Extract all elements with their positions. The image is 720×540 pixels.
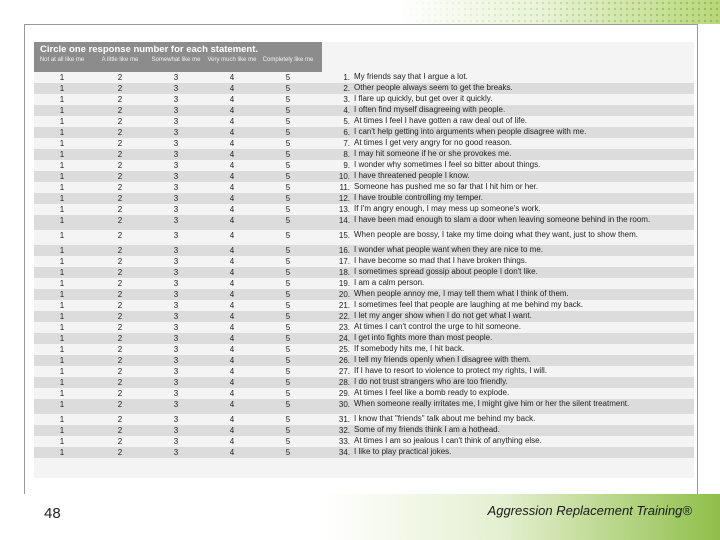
response-option[interactable]: 3 — [173, 139, 179, 148]
response-option[interactable]: 3 — [173, 426, 179, 435]
response-option[interactable]: 5 — [285, 95, 291, 104]
statement-row — [34, 215, 694, 230]
response-option[interactable]: 2 — [117, 216, 123, 225]
response-option[interactable]: 2 — [117, 73, 123, 82]
response-option[interactable]: 2 — [117, 139, 123, 148]
statement-number: 14. — [338, 216, 350, 225]
statement-row — [34, 311, 694, 322]
response-option[interactable]: 4 — [229, 301, 235, 310]
response-option[interactable]: 3 — [173, 205, 179, 214]
response-option[interactable]: 5 — [285, 172, 291, 181]
response-option[interactable]: 1 — [59, 448, 65, 457]
response-option[interactable]: 2 — [117, 400, 123, 409]
response-option[interactable]: 4 — [229, 161, 235, 170]
statement-text: When people annoy me, I may tell them what I think of them. — [354, 289, 569, 298]
response-option[interactable]: 2 — [117, 323, 123, 332]
response-option[interactable]: 2 — [117, 150, 123, 159]
response-option[interactable]: 1 — [59, 216, 65, 225]
response-option[interactable]: 2 — [117, 106, 123, 115]
response-option[interactable]: 2 — [117, 183, 123, 192]
response-option[interactable]: 1 — [59, 426, 65, 435]
header-band — [34, 42, 322, 72]
response-option[interactable]: 5 — [285, 246, 291, 255]
response-option[interactable]: 1 — [59, 356, 65, 365]
response-option[interactable]: 2 — [117, 172, 123, 181]
response-option[interactable]: 5 — [285, 257, 291, 266]
response-option[interactable]: 3 — [173, 73, 179, 82]
response-option[interactable]: 1 — [59, 334, 65, 343]
response-option[interactable]: 3 — [173, 367, 179, 376]
response-option[interactable]: 2 — [117, 231, 123, 240]
statement-text: I tell my friends openly when I disagree with them. — [354, 355, 531, 364]
statement-text: I let my anger show when I do not get what I want. — [354, 311, 532, 320]
statement-row — [34, 193, 694, 204]
response-option[interactable]: 5 — [285, 389, 291, 398]
statement-row — [34, 289, 694, 300]
statement-number: 10. — [338, 172, 350, 181]
statement-row — [34, 300, 694, 311]
statement-text: I am a calm person. — [354, 278, 425, 287]
response-option[interactable]: 1 — [59, 172, 65, 181]
response-option[interactable]: 4 — [229, 106, 235, 115]
response-option[interactable]: 3 — [173, 345, 179, 354]
response-option[interactable]: 4 — [229, 268, 235, 277]
top-dot-pattern — [0, 0, 720, 24]
statement-number: 29. — [338, 389, 350, 398]
response-option[interactable]: 5 — [285, 400, 291, 409]
response-option[interactable]: 5 — [285, 345, 291, 354]
response-option[interactable]: 4 — [229, 437, 235, 446]
response-option[interactable]: 5 — [285, 205, 291, 214]
statement-number: 20. — [338, 290, 350, 299]
statement-text: I know that "friends" talk about me behind my back. — [354, 414, 536, 423]
response-option[interactable]: 1 — [59, 95, 65, 104]
statement-text: I get into fights more than most people. — [354, 333, 493, 342]
statement-row — [34, 72, 694, 83]
statement-row — [34, 116, 694, 127]
response-option[interactable]: 3 — [173, 257, 179, 266]
statement-row — [34, 182, 694, 193]
response-option[interactable]: 2 — [117, 246, 123, 255]
response-option[interactable]: 5 — [285, 139, 291, 148]
response-option[interactable]: 5 — [285, 334, 291, 343]
statement-number: 15. — [338, 231, 350, 240]
response-option[interactable]: 5 — [285, 448, 291, 457]
response-option[interactable]: 4 — [229, 117, 235, 126]
statement-text: I wonder what people want when they are nice to me. — [354, 245, 543, 254]
response-option[interactable]: 1 — [59, 437, 65, 446]
statement-text: I often find myself disagreeing with people. — [354, 105, 506, 114]
response-option[interactable]: 2 — [117, 345, 123, 354]
statement-row — [34, 230, 694, 245]
response-option[interactable]: 2 — [117, 334, 123, 343]
response-option[interactable]: 3 — [173, 334, 179, 343]
statement-row — [34, 425, 694, 436]
statement-row — [34, 355, 694, 366]
column-header-a-little: A little like me — [101, 57, 139, 63]
statement-number: 2. — [343, 84, 350, 93]
statement-text: When someone really irritates me, I might give him or her the silent treatment. — [354, 399, 630, 408]
response-option[interactable]: 3 — [173, 415, 179, 424]
response-option[interactable]: 3 — [173, 246, 179, 255]
statement-number: 26. — [338, 356, 350, 365]
response-option[interactable]: 1 — [59, 231, 65, 240]
statement-text: At times I can't control the urge to hit someone. — [354, 322, 521, 331]
response-option[interactable]: 1 — [59, 279, 65, 288]
statement-text: I have threatened people I know. — [354, 171, 470, 180]
response-option[interactable]: 4 — [229, 378, 235, 387]
column-header-somewhat: Somewhat like me — [151, 57, 201, 63]
response-option[interactable]: 5 — [285, 106, 291, 115]
statement-row — [34, 333, 694, 344]
response-option[interactable]: 1 — [59, 194, 65, 203]
response-option[interactable]: 2 — [117, 367, 123, 376]
statement-text: I sometimes spread gossip about people I don't like. — [354, 267, 538, 276]
response-option[interactable]: 5 — [285, 84, 291, 93]
statement-number: 18. — [338, 268, 350, 277]
response-option[interactable]: 5 — [285, 437, 291, 446]
statement-number: 34. — [338, 448, 350, 457]
response-option[interactable]: 3 — [173, 216, 179, 225]
statement-text: When people are bossy, I take my time doing what they want, just to show them. — [354, 230, 638, 239]
column-header-not-at-all: Not at all like me — [39, 57, 85, 63]
response-option[interactable]: 4 — [229, 194, 235, 203]
response-option[interactable]: 4 — [229, 128, 235, 137]
statement-number: 31. — [338, 415, 350, 424]
response-option[interactable]: 3 — [173, 290, 179, 299]
response-option[interactable]: 1 — [59, 128, 65, 137]
response-option[interactable]: 2 — [117, 257, 123, 266]
response-option[interactable]: 3 — [173, 106, 179, 115]
response-option[interactable]: 4 — [229, 356, 235, 365]
statement-row — [34, 105, 694, 116]
response-option[interactable]: 2 — [117, 312, 123, 321]
statement-number: 24. — [338, 334, 350, 343]
response-option[interactable]: 1 — [59, 246, 65, 255]
response-option[interactable]: 2 — [117, 301, 123, 310]
response-option[interactable]: 4 — [229, 84, 235, 93]
column-header-completely: Completely like me — [262, 57, 314, 63]
response-option[interactable]: 1 — [59, 268, 65, 277]
statement-number: 28. — [338, 378, 350, 387]
response-option[interactable]: 4 — [229, 400, 235, 409]
statement-text: I like to play practical jokes. — [354, 447, 452, 456]
response-option[interactable]: 2 — [117, 194, 123, 203]
response-option[interactable]: 5 — [285, 415, 291, 424]
response-option[interactable]: 5 — [285, 150, 291, 159]
response-option[interactable]: 1 — [59, 345, 65, 354]
statement-text: I may hit someone if he or she provokes me. — [354, 149, 512, 158]
response-option[interactable]: 4 — [229, 367, 235, 376]
statement-text: If I have to resort to violence to protect my rights, I will. — [354, 366, 547, 375]
response-option[interactable]: 1 — [59, 161, 65, 170]
statement-row — [34, 160, 694, 171]
response-option[interactable]: 5 — [285, 323, 291, 332]
statement-row — [34, 322, 694, 333]
statement-number: 33. — [338, 437, 350, 446]
statement-row — [34, 138, 694, 149]
statement-text: I have been mad enough to slam a door when leaving someone behind in the room. — [354, 215, 651, 224]
statement-number: 27. — [338, 367, 350, 376]
response-option[interactable]: 3 — [173, 312, 179, 321]
statement-number: 25. — [338, 345, 350, 354]
response-option[interactable]: 1 — [59, 106, 65, 115]
response-option[interactable]: 2 — [117, 378, 123, 387]
statement-number: 11. — [339, 183, 350, 192]
statement-row — [34, 149, 694, 160]
statement-row — [34, 447, 694, 458]
response-option[interactable]: 2 — [117, 128, 123, 137]
response-option[interactable]: 4 — [229, 246, 235, 255]
response-option[interactable]: 1 — [59, 257, 65, 266]
statement-row — [34, 366, 694, 377]
response-option[interactable]: 5 — [285, 128, 291, 137]
statement-row — [34, 399, 694, 414]
statement-number: 9. — [343, 161, 350, 170]
response-option[interactable]: 2 — [117, 448, 123, 457]
response-option[interactable]: 3 — [173, 301, 179, 310]
statement-text: I sometimes feel that people are laughing at me behind my back. — [354, 300, 584, 309]
response-option[interactable]: 1 — [59, 205, 65, 214]
statement-row — [34, 436, 694, 447]
statement-text: I have trouble controlling my temper. — [354, 193, 483, 202]
response-option[interactable]: 5 — [285, 117, 291, 126]
statement-text: Some of my friends think I am a hothead. — [354, 425, 500, 434]
response-option[interactable]: 5 — [285, 356, 291, 365]
response-option[interactable]: 4 — [229, 345, 235, 354]
response-option[interactable]: 1 — [59, 150, 65, 159]
statement-list — [34, 72, 694, 458]
response-option[interactable]: 5 — [285, 73, 291, 82]
statement-text: At times I am so jealous I can't think of anything else. — [354, 436, 542, 445]
response-option[interactable]: 3 — [173, 356, 179, 365]
statement-number: 5. — [343, 117, 350, 126]
response-option[interactable]: 5 — [285, 367, 291, 376]
response-option[interactable]: 3 — [173, 95, 179, 104]
statement-text: If I'm angry enough, I may mess up someone's work. — [354, 204, 541, 213]
page-number: 48 — [44, 505, 61, 522]
response-option[interactable]: 5 — [285, 279, 291, 288]
response-option[interactable]: 4 — [229, 279, 235, 288]
response-option[interactable]: 1 — [59, 389, 65, 398]
response-option[interactable]: 4 — [229, 183, 235, 192]
response-option[interactable]: 3 — [173, 400, 179, 409]
response-option[interactable]: 2 — [117, 356, 123, 365]
statement-number: 4. — [343, 106, 350, 115]
statement-number: 13. — [338, 205, 350, 214]
response-option[interactable]: 5 — [285, 426, 291, 435]
statement-text: At times I get very angry for no good reason. — [354, 138, 512, 147]
response-option[interactable]: 3 — [173, 183, 179, 192]
statement-text: Someone has pushed me so far that I hit him or her. — [354, 182, 539, 191]
response-option[interactable]: 4 — [229, 205, 235, 214]
response-option[interactable]: 3 — [173, 279, 179, 288]
statement-row — [34, 344, 694, 355]
statement-text: I do not trust strangers who are too friendly. — [354, 377, 508, 386]
response-option[interactable]: 3 — [173, 150, 179, 159]
statement-row — [34, 414, 694, 425]
response-option[interactable]: 4 — [229, 257, 235, 266]
response-option[interactable]: 4 — [229, 139, 235, 148]
questionnaire-scan — [34, 42, 694, 478]
statement-text: My friends say that I argue a lot. — [354, 72, 468, 81]
response-option[interactable]: 3 — [173, 231, 179, 240]
response-option[interactable]: 3 — [173, 448, 179, 457]
response-option[interactable]: 3 — [173, 128, 179, 137]
statement-row — [34, 83, 694, 94]
statement-text: I flare up quickly, but get over it quickly. — [354, 94, 493, 103]
statement-text: At times I feel I have gotten a raw deal out of life. — [354, 116, 527, 125]
statement-row — [34, 388, 694, 399]
response-option[interactable]: 2 — [117, 205, 123, 214]
response-option[interactable]: 3 — [173, 437, 179, 446]
statement-number: 23. — [338, 323, 350, 332]
response-option[interactable]: 1 — [59, 378, 65, 387]
footer-title: Aggression Replacement Training® — [487, 503, 692, 518]
statement-number: 19. — [338, 279, 350, 288]
response-option[interactable]: 1 — [59, 312, 65, 321]
statement-row — [34, 377, 694, 388]
response-option[interactable]: 4 — [229, 415, 235, 424]
statement-number: 17. — [338, 257, 350, 266]
response-option[interactable]: 4 — [229, 172, 235, 181]
response-option[interactable]: 4 — [229, 312, 235, 321]
instruction-text: Circle one response number for each statement. — [40, 44, 259, 55]
response-option[interactable]: 1 — [59, 400, 65, 409]
statement-number: 3. — [343, 95, 350, 104]
response-option[interactable]: 4 — [229, 150, 235, 159]
response-option[interactable]: 2 — [117, 268, 123, 277]
response-option[interactable]: 2 — [117, 426, 123, 435]
statement-row — [34, 171, 694, 182]
response-option[interactable]: 4 — [229, 216, 235, 225]
response-option[interactable]: 5 — [285, 378, 291, 387]
response-option[interactable]: 1 — [59, 84, 65, 93]
statement-number: 32. — [338, 426, 350, 435]
statement-row — [34, 94, 694, 105]
response-option[interactable]: 1 — [59, 117, 65, 126]
statement-number: 30. — [338, 400, 350, 409]
response-option[interactable]: 4 — [229, 231, 235, 240]
statement-number: 22. — [338, 312, 350, 321]
response-option[interactable]: 1 — [59, 415, 65, 424]
response-option[interactable]: 1 — [59, 323, 65, 332]
statement-text: I have become so mad that I have broken things. — [354, 256, 527, 265]
response-option[interactable]: 5 — [285, 268, 291, 277]
response-option[interactable]: 4 — [229, 323, 235, 332]
response-option[interactable]: 3 — [173, 389, 179, 398]
statement-text: I wonder why sometimes I feel so bitter about things. — [354, 160, 541, 169]
response-option[interactable]: 2 — [117, 279, 123, 288]
response-option[interactable]: 1 — [59, 290, 65, 299]
response-option[interactable]: 3 — [173, 323, 179, 332]
statement-row — [34, 267, 694, 278]
statement-row — [34, 278, 694, 289]
column-header-very-much: Very much like me — [207, 57, 257, 63]
response-option[interactable]: 2 — [117, 437, 123, 446]
response-option[interactable]: 5 — [285, 216, 291, 225]
response-option[interactable]: 4 — [229, 73, 235, 82]
response-option[interactable]: 5 — [285, 312, 291, 321]
response-option[interactable]: 3 — [173, 194, 179, 203]
response-option[interactable]: 4 — [229, 448, 235, 457]
response-option[interactable]: 4 — [229, 389, 235, 398]
response-option[interactable]: 3 — [173, 161, 179, 170]
response-option[interactable]: 5 — [285, 301, 291, 310]
response-option[interactable]: 4 — [229, 290, 235, 299]
response-option[interactable]: 3 — [173, 117, 179, 126]
statement-number: 6. — [343, 128, 350, 137]
response-option[interactable]: 1 — [59, 183, 65, 192]
response-option[interactable]: 3 — [173, 378, 179, 387]
response-option[interactable]: 3 — [173, 84, 179, 93]
statement-text: I can't help getting into arguments when people disagree with me. — [354, 127, 587, 136]
response-option[interactable]: 5 — [285, 161, 291, 170]
response-option[interactable]: 2 — [117, 290, 123, 299]
response-option[interactable]: 5 — [285, 194, 291, 203]
response-option[interactable]: 2 — [117, 84, 123, 93]
statement-number: 12. — [338, 194, 350, 203]
statement-text: If somebody hits me, I hit back. — [354, 344, 465, 353]
response-option[interactable]: 1 — [59, 367, 65, 376]
statement-row — [34, 127, 694, 138]
response-option[interactable]: 4 — [229, 426, 235, 435]
response-option[interactable]: 2 — [117, 95, 123, 104]
statement-text: At times I feel like a bomb ready to explode. — [354, 388, 510, 397]
response-option[interactable]: 1 — [59, 139, 65, 148]
response-option[interactable]: 2 — [117, 415, 123, 424]
statement-row — [34, 204, 694, 215]
response-option[interactable]: 5 — [285, 183, 291, 192]
statement-number: 16. — [338, 246, 350, 255]
response-option[interactable]: 1 — [59, 301, 65, 310]
response-option[interactable]: 2 — [117, 161, 123, 170]
response-option[interactable]: 2 — [117, 117, 123, 126]
response-option[interactable]: 3 — [173, 172, 179, 181]
response-option[interactable]: 5 — [285, 290, 291, 299]
response-option[interactable]: 4 — [229, 95, 235, 104]
response-option[interactable]: 4 — [229, 334, 235, 343]
statement-number: 7. — [343, 139, 350, 148]
statement-number: 8. — [343, 150, 350, 159]
statement-number: 1. — [343, 73, 350, 82]
response-option[interactable]: 5 — [285, 231, 291, 240]
statement-row — [34, 245, 694, 256]
response-option[interactable]: 1 — [59, 73, 65, 82]
response-option[interactable]: 2 — [117, 389, 123, 398]
statement-number: 21. — [338, 301, 350, 310]
statement-row — [34, 256, 694, 267]
statement-text: Other people always seem to get the breaks. — [354, 83, 513, 92]
response-option[interactable]: 3 — [173, 268, 179, 277]
